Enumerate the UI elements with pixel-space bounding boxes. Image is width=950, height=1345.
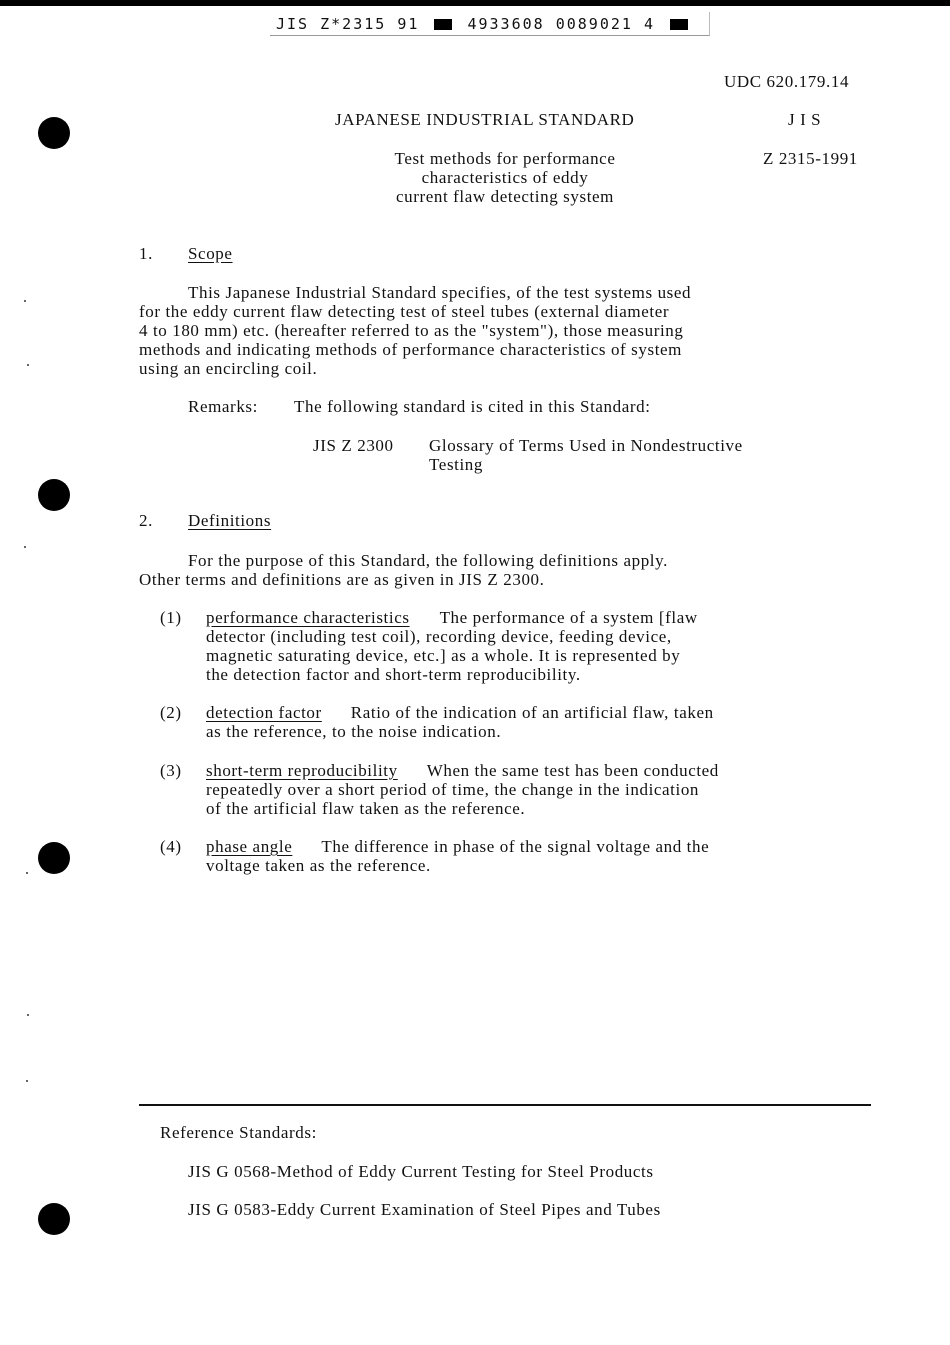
document-stamp [270, 12, 710, 36]
scan-speck [27, 1014, 29, 1016]
udc-number: UDC 620.179.14 [724, 72, 850, 91]
scan-speck [24, 300, 26, 302]
definition-term: detection factor [206, 703, 322, 722]
punch-hole-icon [38, 1203, 70, 1235]
text-line: This Japanese Industrial Standard specifies, of the test systems used [188, 283, 692, 302]
definition-number: (3) [160, 761, 182, 780]
stamp-code: 4933608 0089021 4 [467, 15, 655, 33]
cited-standard-title [429, 436, 743, 474]
text-line: as the reference, to the noise indication. [206, 722, 502, 741]
text-line: the detection factor and short-term reproducibility. [206, 665, 581, 684]
text-line: repeatedly over a short period of time, the change in the indication [206, 780, 700, 799]
title-line: current flaw detecting system [395, 187, 615, 206]
text-line: for the eddy current flaw detecting test of steel tubes (external diameter [139, 302, 670, 321]
definition-item [206, 608, 698, 684]
scan-top-edge [0, 0, 950, 6]
definition-item [206, 837, 709, 875]
scan-speck [26, 872, 28, 874]
section-heading-definitions: Definitions [188, 511, 272, 530]
definition-term: performance characteristics [206, 608, 410, 627]
definition-item [206, 761, 719, 818]
definition-term: phase angle [206, 837, 293, 856]
section-number: 1. [139, 244, 153, 263]
scan-speck [26, 1080, 28, 1082]
text-line: methods and indicating methods of performance characteristics of system [139, 340, 682, 359]
punch-hole-icon [38, 842, 70, 874]
text-line: detector (including test coil), recording device, feeding device, [206, 627, 672, 646]
text-line: Other terms and definitions are as given in JIS Z 2300. [139, 570, 545, 589]
jis-mark: J I S [788, 110, 822, 129]
text-line: For the purpose of this Standard, the following definitions apply. [188, 551, 668, 570]
definition-text: The difference in phase of the signal voltage and the [321, 837, 710, 856]
definition-item [206, 703, 714, 741]
section-number: 2. [139, 511, 153, 530]
footnote-divider [139, 1104, 871, 1106]
text-line: 4 to 180 mm) etc. (hereafter referred to as the "system"), those measuring [139, 321, 684, 340]
definition-number: (1) [160, 608, 182, 627]
punch-hole-icon [38, 117, 70, 149]
title-line: characteristics of eddy [421, 168, 589, 187]
definition-text: Ratio of the indication of an artificial flaw, taken [350, 703, 714, 722]
definition-number: (4) [160, 837, 182, 856]
text-line: Testing [429, 455, 484, 474]
text-line: magnetic saturating device, etc.] as a whole. It is represented by [206, 646, 681, 665]
reference-item: JIS G 0583-Eddy Current Examination of Steel Pipes and Tubes [188, 1200, 661, 1219]
document-title [330, 149, 680, 206]
definition-term: short-term reproducibility [206, 761, 398, 780]
punch-hole-icon [38, 479, 70, 511]
text-line [206, 703, 714, 722]
text-line [206, 608, 698, 627]
definitions-intro [139, 551, 668, 589]
text-line: of the artificial flaw taken as the reference. [206, 799, 526, 818]
organization-heading: JAPANESE INDUSTRIAL STANDARD [335, 110, 635, 129]
reference-item: JIS G 0568-Method of Eddy Current Testing for Steel Products [188, 1162, 654, 1181]
text-line [206, 837, 709, 856]
scan-speck [27, 364, 29, 366]
remarks-text: The following standard is cited in this Standard: [294, 397, 651, 416]
text-line [206, 761, 719, 780]
text-line: using an encircling coil. [139, 359, 318, 378]
definition-text: When the same test has been conducted [426, 761, 719, 780]
stamp-block-mark [670, 19, 688, 30]
stamp-block-mark [434, 19, 452, 30]
title-line: Test methods for performance [394, 149, 616, 168]
text-line: voltage taken as the reference. [206, 856, 431, 875]
section-heading-scope: Scope [188, 244, 233, 263]
text-line: Glossary of Terms Used in Nondestructive [429, 436, 743, 455]
standard-number: Z 2315-1991 [763, 149, 858, 168]
stamp-text: JIS Z*2315 91 [276, 15, 420, 33]
scope-paragraph [139, 283, 691, 378]
cited-standard-code: JIS Z 2300 [313, 436, 394, 455]
scan-speck [24, 546, 26, 548]
remarks-label: Remarks: [188, 397, 258, 416]
definition-number: (2) [160, 703, 182, 722]
reference-label: Reference Standards: [160, 1123, 317, 1142]
definition-text: The performance of a system [flaw [439, 608, 698, 627]
